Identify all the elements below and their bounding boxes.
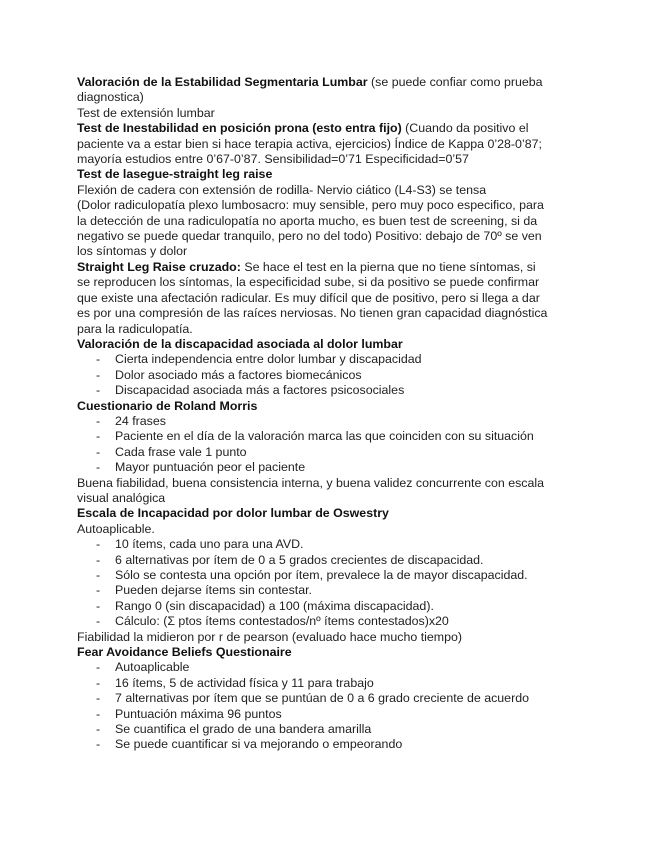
- list-item: - Mayor puntuación peor el paciente: [77, 460, 549, 475]
- list-item: - 7 alternativas por ítem que se puntúan de 0 a 6 grado creciente de acuerdo: [77, 691, 549, 706]
- heading-fear-avoidance: Fear Avoidance Beliefs Questionaire: [77, 645, 292, 660]
- list-item: - Cierta independencia entre dolor lumbar y discapacidad: [77, 352, 549, 367]
- list-item: - 24 frases: [77, 414, 549, 429]
- paragraph-roland-reliability: Buena fiabilidad, buena consistencia interna, y buena validez concurrente con escala visual analógica: [77, 475, 545, 505]
- list-item: - 16 ítems, 5 de actividad física y 11 para trabajo: [77, 676, 549, 691]
- heading-lasegue: Test de lasegue-straight leg raise: [77, 167, 273, 182]
- heading-oswestry: Escala de Incapacidad por dolor lumbar de Oswestry: [77, 506, 389, 521]
- paragraph-hip-flexion: Flexión de cadera con extensión de rodilla- Nervio ciático (L4-S3) se tensa: [77, 182, 487, 197]
- heading-note: (se puede confiar como prueba diagnostica): [77, 75, 543, 105]
- list-oswestry: [77, 537, 549, 629]
- list-item: - Dolor asociado más a factores biomecánicos: [77, 368, 549, 383]
- paragraph-crossed-slr: [77, 260, 549, 337]
- list-item: - 10 ítems, cada uno para una AVD.: [77, 537, 549, 552]
- paragraph-extension-test: Test de extensión lumbar: [77, 105, 215, 120]
- heading-segmental-stability: Valoración de la Estabilidad Segmentaria Lumbar: [77, 75, 368, 89]
- prone-instability-text: (Cuando da positivo el paciente va a estar bien si hace terapia activa, ejercicios) Índice de Kappa 0’28-0’87; mayoría estudios entre 0’67-0’87. Sensibilidad=0’71 Especificidad=0’57: [77, 121, 542, 167]
- list-item: - Cálculo: (Σ ptos ítems contestados/nº ítems contestados)x20: [77, 614, 549, 629]
- paragraph-radiculopathy: (Dolor radiculopatía plexo lumbosacro: muy sensible, pero muy poco especifico, para la detección de una radiculopatía no aporta mucho, es buen test de screening, si da negativo se puede quedar tranquilo, pero no del todo) Positivo: debajo de 70º se ven los síntomas y dolor: [77, 198, 544, 259]
- list-item: - Cada frase vale 1 punto: [77, 445, 549, 460]
- list-item: - Se cuantifica el grado de una bandera amarilla: [77, 722, 549, 737]
- list-item: - Puntuación máxima 96 puntos: [77, 707, 549, 722]
- heading-roland-morris: Cuestionario de Roland Morris: [77, 398, 258, 413]
- list-item: - Rango 0 (sin discapacidad) a 100 (máxima discapacidad).: [77, 599, 549, 614]
- heading-disability-assessment: Valoración de la discapacidad asociada al dolor lumbar: [77, 336, 403, 351]
- list-fear-avoidance: [77, 660, 549, 752]
- paragraph-oswestry-reliability: Fiabilidad la midieron por r de pearson (evaluado hace mucho tiempo): [77, 629, 463, 644]
- heading-prone-instability: Test de Inestabilidad en posición prona (esto entra fijo): [77, 121, 402, 136]
- document-body: [77, 75, 549, 753]
- list-item: - Pueden dejarse ítems sin contestar.: [77, 583, 549, 598]
- list-item: - 6 alternativas por ítem de 0 a 5 grados crecientes de discapacidad.: [77, 553, 549, 568]
- list-item: - Discapacidad asociada más a factores psicosociales: [77, 383, 549, 398]
- list-item: - Paciente en el día de la valoración marca las que coinciden con su situación: [77, 429, 549, 444]
- paragraph-segmental-stability: [77, 75, 549, 106]
- list-item: - Autoaplicable: [77, 660, 549, 675]
- list-roland-morris: [77, 414, 549, 476]
- crossed-slr-text: Se hace el test en la pierna que no tiene síntomas, si se reproducen los síntomas, la especificidad sube, si da positivo se puede confirmar que existe una afectación radicular. Es muy difícil que de positivo, pero si llega a dar es por una compresión de las raíces nerviosas. No tienen gran capacidad diagnóstica para la radiculopatía.: [77, 259, 548, 336]
- paragraph-oswestry-intro: Autoaplicable.: [77, 521, 155, 536]
- heading-crossed-slr: Straight Leg Raise cruzado:: [77, 259, 241, 274]
- list-disability: [77, 352, 549, 398]
- list-item: - Se puede cuantificar si va mejorando o empeorando: [77, 737, 549, 752]
- list-item: - Sólo se contesta una opción por ítem, prevalece la de mayor discapacidad.: [77, 568, 549, 583]
- paragraph-prone-instability: [77, 121, 549, 167]
